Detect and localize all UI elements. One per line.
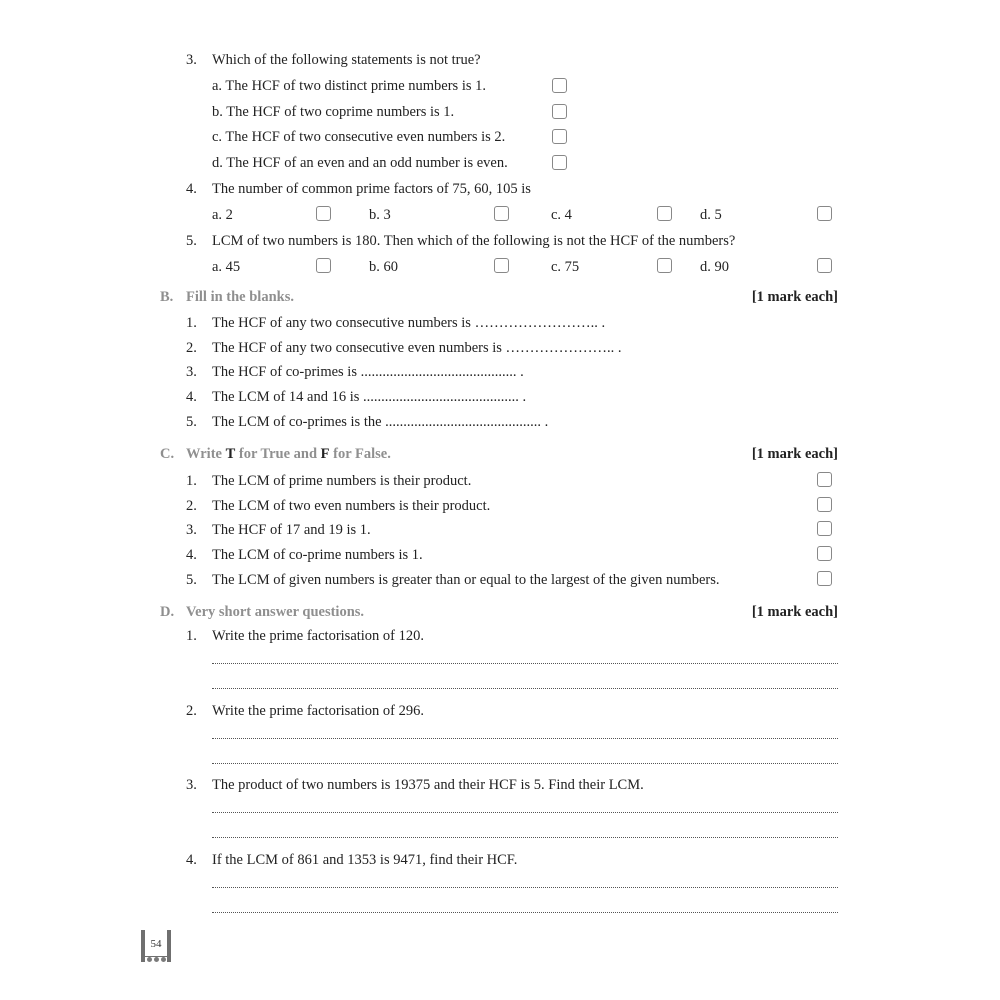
q3-option-c-checkbox[interactable] — [552, 129, 567, 144]
bead — [161, 957, 166, 962]
false-marker: F — [320, 446, 330, 462]
q5-option-b-checkbox[interactable] — [494, 258, 509, 273]
q5-option-c-checkbox[interactable] — [657, 258, 672, 273]
page-number-frame — [141, 930, 171, 962]
section-c-item-3: The HCF of 17 and 19 is 1. — [212, 522, 371, 538]
section-b-item-1: The HCF of any two consecutive numbers is …………………….. . — [212, 315, 606, 331]
section-c-item-5-answer-box[interactable] — [817, 571, 832, 586]
section-d-marks: [1 mark each] — [751, 604, 838, 620]
question-4-text: The number of common prime factors of 75, 60, 105 is — [212, 181, 531, 197]
bead — [154, 957, 159, 962]
section-c-title: Write T for True and F for False. — [186, 446, 391, 462]
section-d-item-3: The product of two numbers is 19375 and their HCF is 5. Find their LCM. — [212, 777, 644, 793]
q4-option-a-checkbox[interactable] — [316, 206, 331, 221]
q4-option-b: b. 3 — [369, 207, 391, 223]
q3-option-a-checkbox[interactable] — [552, 78, 567, 93]
section-b-item-2: The HCF of any two consecutive even numbers is ………………….. . — [212, 340, 622, 356]
abacus-beads — [145, 956, 167, 962]
section-c-item-2: The LCM of two even numbers is their product. — [212, 498, 491, 514]
frame-right-bar — [167, 930, 171, 962]
q5-option-c: c. 75 — [551, 259, 580, 275]
answer-line[interactable] — [212, 738, 838, 739]
section-c-item-1-answer-box[interactable] — [817, 472, 832, 487]
bead — [147, 957, 152, 962]
section-c-item-4-answer-box[interactable] — [817, 546, 832, 561]
section-b-item-1-number: 1. — [186, 315, 197, 331]
section-c-item-4-number: 4. — [186, 547, 197, 563]
section-c-item-5: The LCM of given numbers is greater than or equal to the largest of the given numbers. — [212, 572, 720, 588]
section-d-item-2: Write the prime factorisation of 296. — [212, 703, 425, 719]
section-c-item-5-number: 5. — [186, 572, 197, 588]
section-d-item-4-number: 4. — [186, 852, 197, 868]
answer-line[interactable] — [212, 887, 838, 888]
section-c-item-1-number: 1. — [186, 473, 197, 489]
section-d-item-3-number: 3. — [186, 777, 197, 793]
section-b-item-4-number: 4. — [186, 389, 197, 405]
section-c-item-3-number: 3. — [186, 522, 197, 538]
section-b-item-4: The LCM of 14 and 16 is ........................................... . — [212, 389, 527, 405]
section-b-item-3: The HCF of co-primes is ........................................... . — [212, 364, 524, 380]
answer-line[interactable] — [212, 812, 838, 813]
q4-option-b-checkbox[interactable] — [494, 206, 509, 221]
q5-option-a-checkbox[interactable] — [316, 258, 331, 273]
section-b-item-3-number: 3. — [186, 364, 197, 380]
q3-option-b-checkbox[interactable] — [552, 104, 567, 119]
q5-option-d-checkbox[interactable] — [817, 258, 832, 273]
answer-line[interactable] — [212, 912, 838, 913]
q3-option-b: b. The HCF of two coprime numbers is 1. — [212, 104, 455, 120]
q4-option-c-checkbox[interactable] — [657, 206, 672, 221]
section-c-marks: [1 mark each] — [751, 446, 838, 462]
question-5-number: 5. — [186, 233, 197, 249]
section-b-marks: [1 mark each] — [751, 289, 838, 305]
section-b-title: Fill in the blanks. — [186, 289, 294, 305]
true-marker: T — [225, 446, 236, 462]
q4-option-d-checkbox[interactable] — [817, 206, 832, 221]
q4-option-c: c. 4 — [551, 207, 572, 223]
section-d-title: Very short answer questions. — [186, 604, 365, 620]
section-d-item-1-number: 1. — [186, 628, 197, 644]
q3-option-d: d. The HCF of an even and an odd number is even. — [212, 155, 508, 171]
answer-line[interactable] — [212, 763, 838, 764]
q5-option-a: a. 45 — [212, 259, 241, 275]
page-number: 54 — [150, 938, 162, 950]
q4-option-a: a. 2 — [212, 207, 233, 223]
section-d-item-4: If the LCM of 861 and 1353 is 9471, find their HCF. — [212, 852, 518, 868]
q3-option-a: a. The HCF of two distinct prime numbers is 1. — [212, 78, 486, 94]
question-4-number: 4. — [186, 181, 197, 197]
question-3-number: 3. — [186, 52, 197, 68]
answer-line[interactable] — [212, 688, 838, 689]
section-c-letter: C. — [160, 446, 175, 462]
section-d-item-1: Write the prime factorisation of 120. — [212, 628, 425, 644]
q3-option-c: c. The HCF of two consecutive even numbers is 2. — [212, 129, 506, 145]
section-b-item-5: The LCM of co-primes is the ........................................... . — [212, 414, 549, 430]
q3-option-d-checkbox[interactable] — [552, 155, 567, 170]
section-b-letter: B. — [160, 289, 174, 305]
section-c-item-2-answer-box[interactable] — [817, 497, 832, 512]
q5-option-b: b. 60 — [369, 259, 398, 275]
answer-line[interactable] — [212, 837, 838, 838]
section-b-item-5-number: 5. — [186, 414, 197, 430]
section-b-item-2-number: 2. — [186, 340, 197, 356]
q4-option-d: d. 5 — [700, 207, 722, 223]
q5-option-d: d. 90 — [700, 259, 729, 275]
section-c-item-1: The LCM of prime numbers is their product. — [212, 473, 472, 489]
question-3-text: Which of the following statements is not true? — [212, 52, 481, 68]
answer-line[interactable] — [212, 663, 838, 664]
section-d-item-2-number: 2. — [186, 703, 197, 719]
section-c-item-2-number: 2. — [186, 498, 197, 514]
question-5-text: LCM of two numbers is 180. Then which of the following is not the HCF of the numbers? — [212, 233, 736, 249]
section-c-item-3-answer-box[interactable] — [817, 521, 832, 536]
section-c-item-4: The LCM of co-prime numbers is 1. — [212, 547, 423, 563]
section-d-letter: D. — [160, 604, 175, 620]
